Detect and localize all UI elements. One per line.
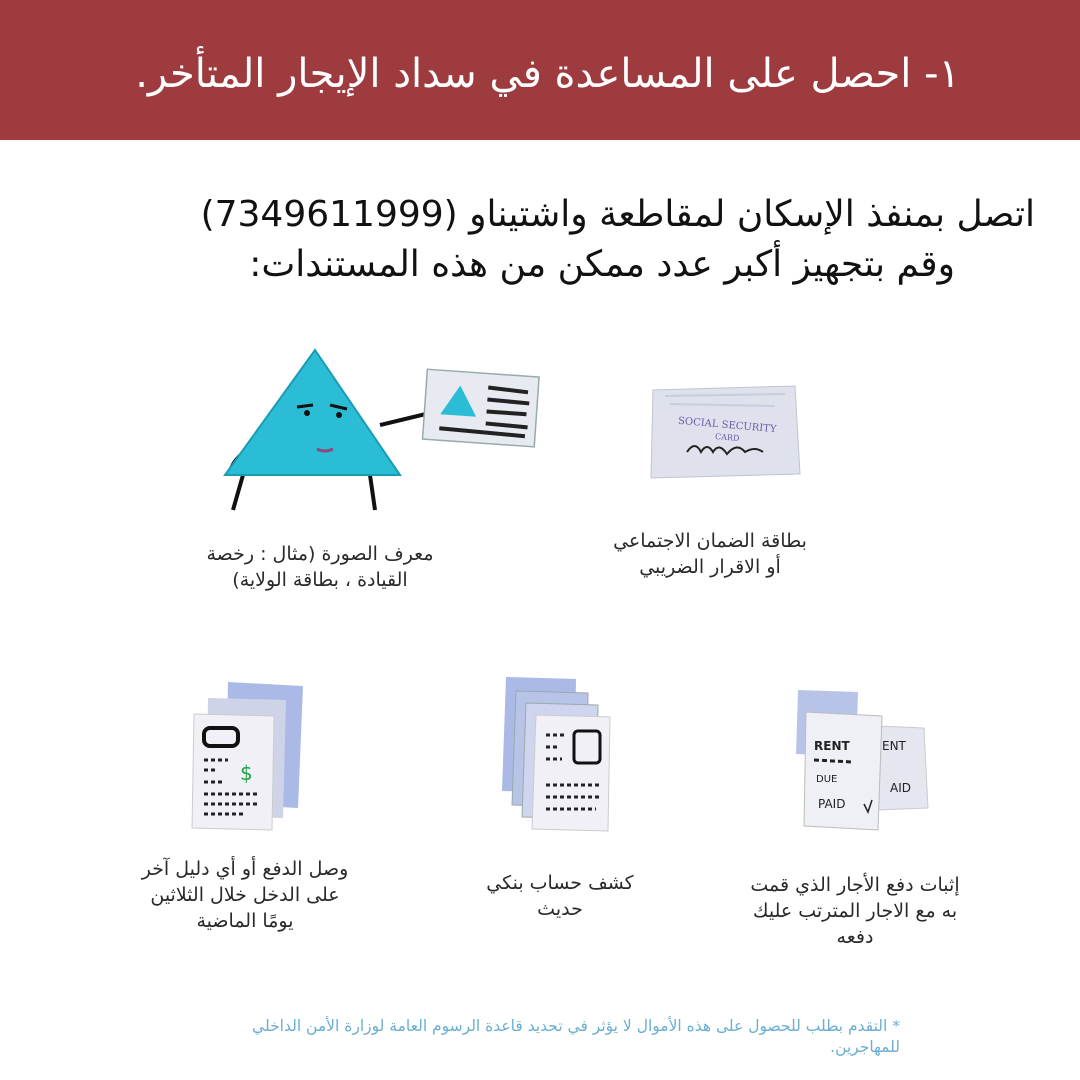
rent-proof-label: إثبات دفع الأجار الذي قمت به مع الاجار المترتب عليك دفعه [750, 874, 960, 948]
pay-stub-label: وصل الدفع أو أي دليل آخر على الدخل خلال الثلاثين يومًا الماضية [141, 858, 349, 932]
page-title: ١- احصل على المساعدة في سداد الإيجار المتأخر. [135, 51, 960, 97]
ss-card-subtitle-text: CARD [714, 431, 740, 444]
footnote: * التقدم بطلب للحصول على هذه الأموال لا يؤثر في تحديد قاعدة الرسوم العامة لوزارة الأمن الداخلي للمهاجرين. [252, 1017, 900, 1056]
rent-label-text: RENT [814, 739, 850, 753]
pay-stub-icon [188, 678, 313, 833]
rent-receipt-icon [792, 686, 932, 836]
bank-statement-icon [492, 673, 622, 833]
photo-id-icon [215, 345, 545, 515]
intro-line-1: اتصل بمنفذ الإسكان لمقاطعة واشتيناو (7349611999) [200, 194, 1035, 235]
social-security-card-icon [645, 382, 805, 482]
intro-line-2: وقم بتجهيز أكبر عدد ممكن من هذه المستندات: [249, 244, 955, 285]
bank-statement-label: كشف حساب بنكي حديث [486, 872, 634, 920]
aid-fragment-text: AID [890, 781, 911, 795]
rent-fragment-text: ENT [882, 739, 906, 753]
intro-text [40, 190, 1035, 290]
dollar-sign-text: $ [240, 761, 253, 785]
due-label-text: DUE [816, 774, 838, 785]
paid-label-text: PAID [818, 797, 846, 811]
social-security-label: بطاقة الضمان الاجتماعي أو الاقرار الضريبي [613, 530, 807, 578]
header-banner [0, 0, 1080, 140]
photo-id-label: معرف الصورة (مثال : رخصة القيادة ، بطاقة الولاية) [206, 543, 434, 591]
ss-card-title-text: SOCIAL SECURITY [677, 415, 777, 436]
